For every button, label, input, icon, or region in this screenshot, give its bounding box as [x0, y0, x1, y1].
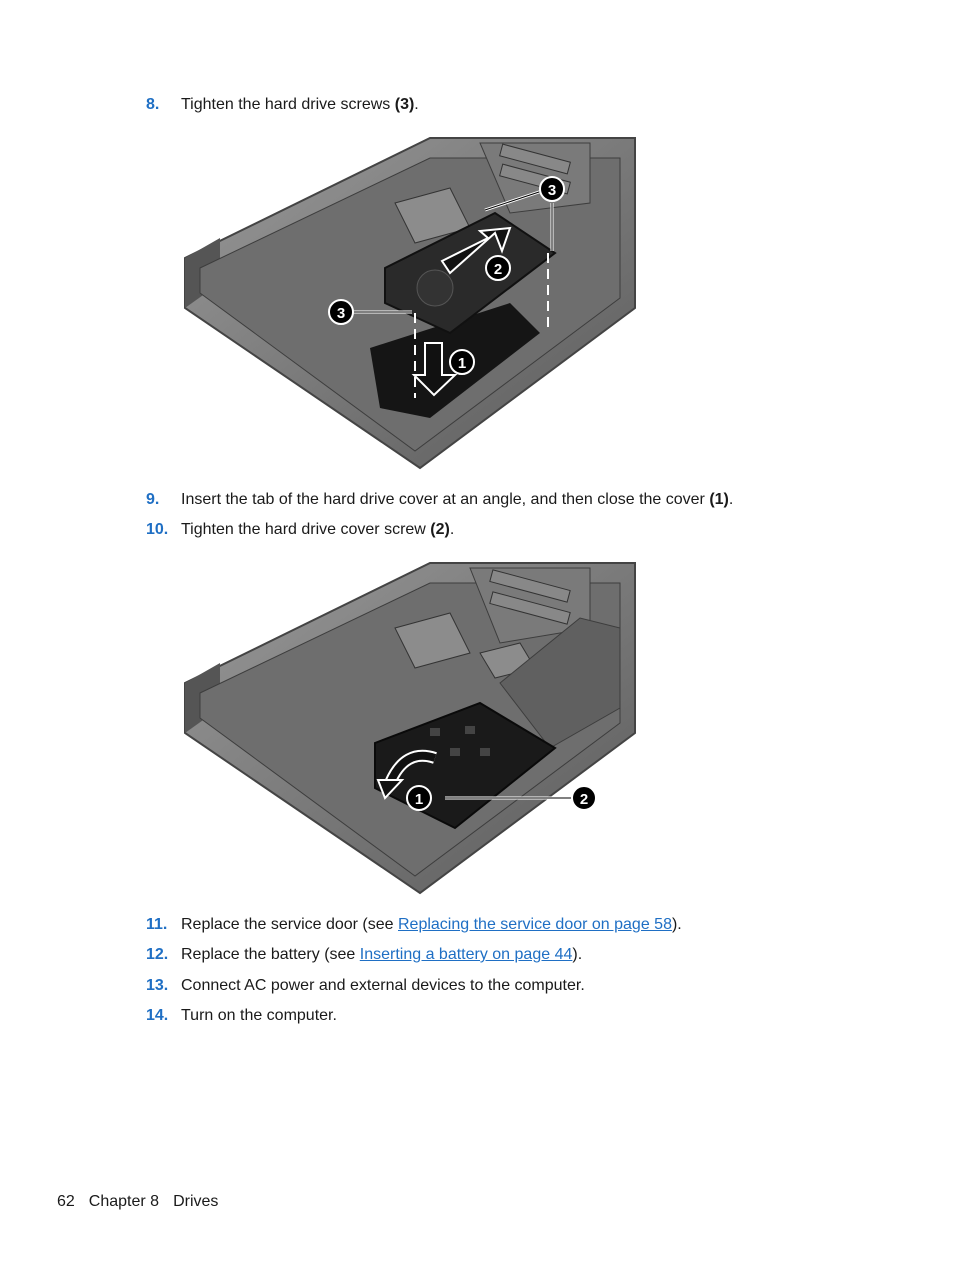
- callout-label: 1: [414, 791, 424, 808]
- step-text-part: Replace the battery (see: [181, 946, 360, 963]
- step-text-part: ).: [572, 946, 583, 963]
- step-text: Turn on the computer.: [181, 1007, 337, 1024]
- step-number: 9.: [146, 491, 160, 508]
- step-number: 12.: [146, 946, 169, 963]
- callout-label: 1: [457, 355, 467, 372]
- step-text: [181, 945, 582, 965]
- step-text-part: Insert the tab of the hard drive cover at an angle, and then close the cover: [181, 491, 710, 508]
- step-text-part: .: [449, 521, 455, 538]
- link-replacing-service-door[interactable]: Replacing the service door on page 58: [398, 916, 672, 933]
- page-number: 62: [57, 1193, 75, 1210]
- step-text: [181, 95, 419, 115]
- callout-label: 3: [336, 305, 346, 322]
- step-callout-ref: (1): [709, 491, 729, 508]
- step-number: 13.: [146, 977, 169, 994]
- step-callout-ref: (2): [430, 521, 450, 538]
- step-text-part: ).: [671, 916, 682, 933]
- step-number: 11.: [146, 916, 168, 933]
- step-text: [181, 915, 682, 935]
- step-number: 8.: [146, 96, 160, 113]
- callout-label: 3: [547, 182, 557, 199]
- laptop-bottom-illustration: [180, 558, 640, 898]
- step-text-part: Tighten the hard drive cover screw: [181, 521, 431, 538]
- figure-hard-drive-screws: [180, 133, 640, 478]
- step-number: 14.: [146, 1007, 169, 1024]
- step-number: 10.: [146, 521, 169, 538]
- step-text: [181, 520, 454, 540]
- callout-3-left: [329, 300, 353, 324]
- chapter-label: Chapter 8: [88, 1193, 160, 1210]
- laptop-bottom-illustration: [180, 133, 640, 473]
- step-text-part: .: [414, 96, 419, 113]
- figure-hard-drive-cover: [180, 558, 640, 903]
- callout-1: [450, 350, 474, 374]
- step-text-part: Replace the service door (see: [181, 916, 398, 933]
- callout-2: [572, 786, 596, 810]
- section-label: Drives: [173, 1193, 219, 1210]
- step-text-part: .: [728, 491, 734, 508]
- callout-1: [407, 786, 431, 810]
- page-footer: [57, 1192, 232, 1212]
- callout-label: 2: [493, 261, 503, 278]
- step-text: Connect AC power and external devices to the computer.: [181, 977, 585, 994]
- callout-2: [486, 256, 510, 280]
- step-callout-ref: (3): [394, 96, 415, 113]
- link-inserting-battery[interactable]: Inserting a battery on page 44: [359, 946, 573, 963]
- callout-3-top: [540, 177, 564, 201]
- callout-label: 2: [579, 791, 589, 808]
- step-text-part: Tighten the hard drive screws: [181, 96, 395, 113]
- step-text: [181, 490, 733, 510]
